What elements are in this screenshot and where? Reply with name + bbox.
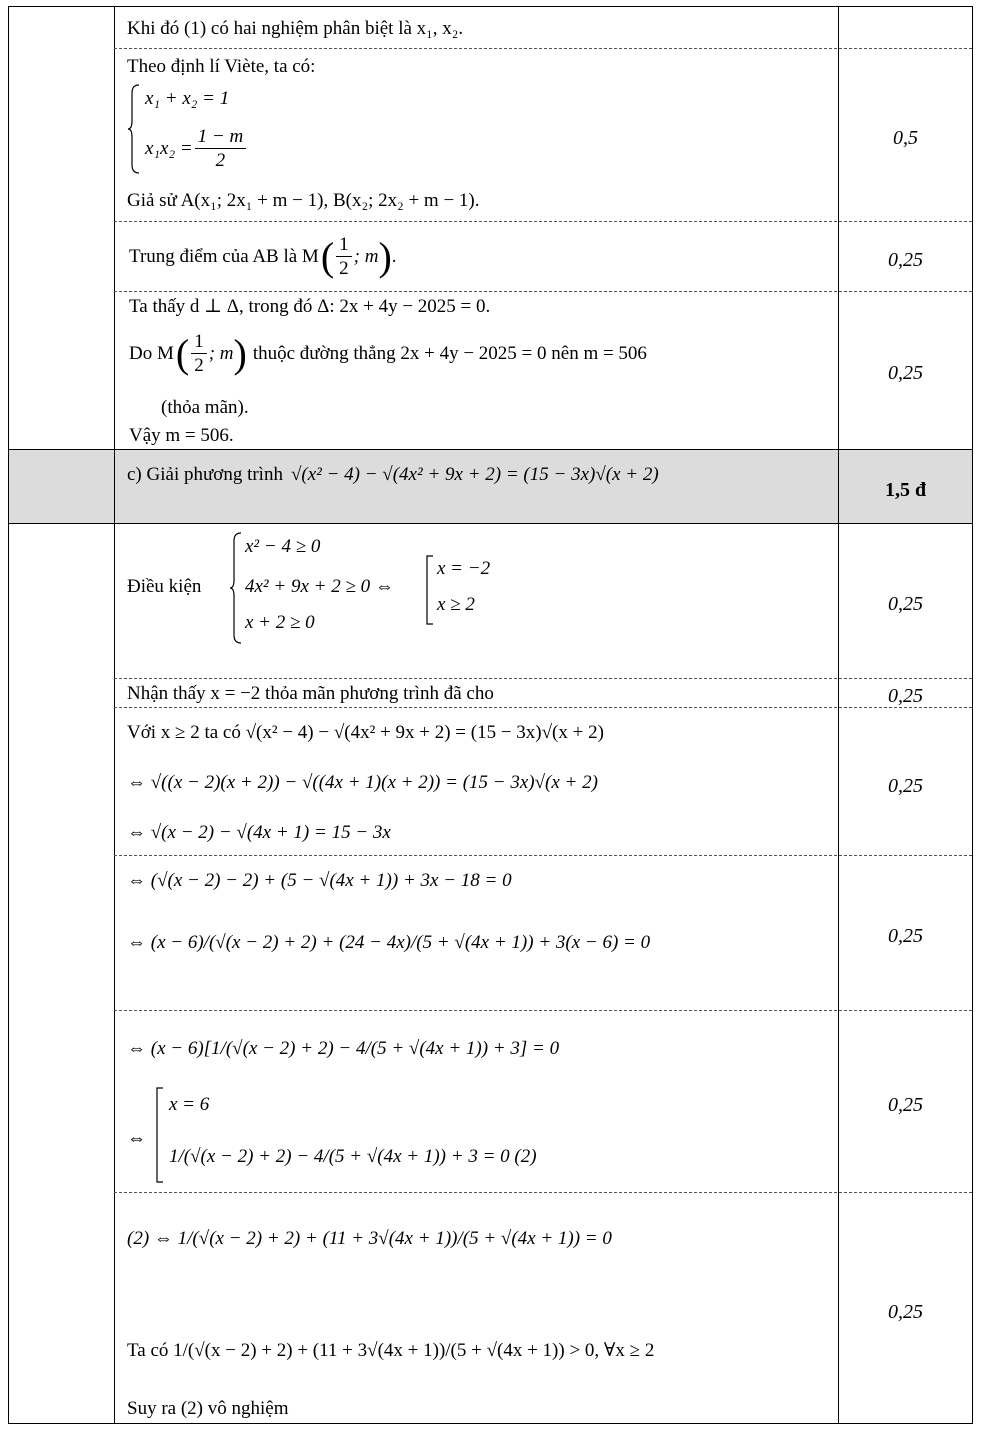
equivalence-step: ⇔ (x − 6)[1/(√(x − 2) + 2) − 4/(5 + √(4x + 1)) + 3] = 0 bbox=[127, 1038, 560, 1059]
viete-product-lhs: x₁x₂ = bbox=[145, 138, 193, 159]
condition-result-1: x = −2 bbox=[437, 558, 491, 579]
case-solution: x = 6 bbox=[169, 1094, 210, 1115]
score: 0,25 bbox=[888, 1301, 923, 1323]
column-divider bbox=[114, 7, 115, 1423]
paren: ( bbox=[175, 330, 190, 376]
row-text: Khi đó (1) có hai nghiệm phân biệt là x₁, x₂. bbox=[127, 18, 464, 39]
row-text: thuộc đường thẳng 2x + 4y − 2025 = 0 nên m = 506 bbox=[252, 343, 647, 364]
score: 0,25 bbox=[888, 925, 923, 947]
equivalence-step: ⇔ √((x − 2)(x + 2)) − √((4x + 1)(x + 2)) = (15 − 3x)√(x + 2) bbox=[127, 772, 598, 793]
row-text: Ta thấy d ⊥ Δ, trong đó Δ: 2x + 4y − 2025 = 0. bbox=[129, 296, 491, 317]
row-text: Vậy m = 506. bbox=[129, 425, 234, 446]
equivalence-step: ⇔ √(x − 2) − √(4x + 1) = 15 − 3x bbox=[127, 822, 391, 843]
row-text: Điều kiện bbox=[127, 576, 202, 597]
condition-3: x + 2 ≥ 0 bbox=[245, 612, 315, 633]
midpoint-y: ; m bbox=[208, 343, 234, 364]
viete-sum: x₁ + x₂ = 1 bbox=[145, 88, 230, 109]
row-divider bbox=[114, 291, 972, 292]
paren: ( bbox=[320, 233, 335, 279]
score: 0,25 bbox=[888, 362, 923, 384]
condition-1: x² − 4 ≥ 0 bbox=[245, 536, 321, 557]
left-bracket-icon bbox=[425, 555, 435, 625]
row-text: Giả sử A(x₁; 2x₁ + m − 1), B(x₂; 2x₂ + m − 1). bbox=[127, 190, 480, 211]
score: 0,25 bbox=[888, 249, 923, 271]
section-divider bbox=[9, 523, 972, 524]
row-divider bbox=[114, 1192, 972, 1193]
section-divider bbox=[9, 449, 972, 450]
row-divider bbox=[114, 48, 972, 49]
midpoint-x-fraction: $\frac{1}{2}$ bbox=[191, 332, 207, 375]
numerator: 1 − m bbox=[195, 127, 247, 149]
left-brace-icon bbox=[229, 531, 243, 645]
row-text: Do M bbox=[129, 343, 174, 364]
row-text: Ta có 1/(√(x − 2) + 2) + (11 + 3√(4x + 1))/(5 + √(4x + 1)) > 0, ∀x ≥ 2 bbox=[127, 1340, 655, 1361]
row-text: Trung điểm của AB là M bbox=[129, 246, 319, 267]
row-text: Suy ra (2) vô nghiệm bbox=[127, 1398, 289, 1419]
row-divider bbox=[114, 221, 972, 222]
equivalence-step: ⇔ (x − 6)/(√(x − 2) + 2) + (24 − 4x)/(5 + √(4x + 1)) + 3(x − 6) = 0 bbox=[127, 932, 651, 953]
score: 0,25 bbox=[888, 775, 923, 797]
row-divider bbox=[114, 678, 972, 679]
score: 0,5 bbox=[893, 127, 918, 149]
viete-product-fraction bbox=[195, 127, 247, 170]
part-c-equation: √(x² − 4) − √(4x² + 9x + 2) = (15 − 3x)√(x + 2) bbox=[290, 464, 659, 485]
section-score: 1,5 đ bbox=[884, 479, 927, 501]
row-text: (thỏa mãn). bbox=[161, 397, 249, 418]
equivalence-step: ⇔ (√(x − 2) − 2) + (5 − √(4x + 1)) + 3x − 18 = 0 bbox=[127, 870, 512, 891]
column-divider bbox=[838, 7, 839, 1423]
row-divider bbox=[114, 855, 972, 856]
row-divider bbox=[114, 1010, 972, 1011]
row-text: Theo định lí Viète, ta có: bbox=[127, 56, 316, 77]
part-c-header-shade bbox=[9, 449, 972, 523]
score: 0,25 bbox=[888, 593, 923, 615]
midpoint-y: ; m bbox=[353, 246, 379, 267]
answer-table: Khi đó (1) có hai nghiệm phân biệt là x₁, x₂. Theo định lí Viète, ta có: x₁ + x₂ = 1 x₁x₂ = $\frac{1 - m}{2}$ Giả sử A(x₁; 2x₁ + m − 1), B(x₂; 2x₂ + m − 1). 0,5 Trung điểm của AB là M ( $\frac{1}{2}$ ; m ) . 0,25 Ta thấy d ⊥ Δ, trong đó Δ: 2x + 4y − 2025 = 0. Do M ( $\frac{1}{2}$ ; m ) thuộc đường thẳng 2x + 4y − 2025 = 0 nên m = 506 (thỏa mãn). Vậy m = 506. 0,25 c) Giải phương trình √(x² − 4) − √(4x² + 9x + 2) = (15 − 3x)√(x + 2) 1,5 đ Điều kiện x² − 4 ≥ 0 4x² + 9x + 2 ≥ 0 ⇔ x + 2 ≥ 0 x = −2 x ≥ 2 0,25 Nhận thấy x = −2 thỏa mãn phương trình đã cho 0,25 Với x ≥ 2 ta có √(x² − 4) − √(4x² + 9x + 2) = (15 − 3x)√(x + 2) ⇔ √((x − 2)(x + 2)) − √((4x + 1)(x + 2)) = (15 − 3x)√(x + 2) ⇔ √(x − 2) − √(4x + 1) = 15 − 3x 0,25 ⇔ (√(x − 2) − 2) + (5 − √(4x + 1)) + 3x − 18 = 0 ⇔ (x − 6)/(√(x − 2) + 2) + (24 − 4x)/(5 + √(4x + 1)) + 3(x − 6) = 0 0,25 ⇔ (x − 6)[1/(√(x − 2) + 2) − 4/(5 + √(4x + 1)) + 3] = 0 ⇔ x = 6 1/(√(x − 2) + 2) − 4/(5 + √(4x + 1)) + 3 = 0 (2) 0,25 (2) ⇔ 1/(√(x − 2) + 2) + (11 + 3√(4x + 1))/(5 + √(4x + 1)) = 0 Ta có 1/(√(x − 2) + 2) + (11 + 3√(4x + 1))/(5 + √(4x + 1)) > 0, ∀x ≥ 2 Suy ra (2) vô nghiệm 0,25 bbox=[8, 6, 973, 1424]
paren: ) bbox=[378, 233, 392, 279]
midpoint-x-fraction: $\frac{1}{2}$ bbox=[336, 235, 352, 278]
case-equation: 1/(√(x − 2) + 2) − 4/(5 + √(4x + 1)) + 3 = 0 (2) bbox=[169, 1146, 537, 1167]
score: 0,25 bbox=[888, 685, 923, 707]
row-text: Với x ≥ 2 ta có √(x² − 4) − √(4x² + 9x + 2) = (15 − 3x)√(x + 2) bbox=[127, 722, 604, 743]
part-c-title: c) Giải phương trình bbox=[127, 464, 283, 485]
left-brace-icon bbox=[127, 83, 141, 175]
equivalence-symbol: ⇔ bbox=[127, 1128, 146, 1149]
equation-2: (2) ⇔ 1/(√(x − 2) + 2) + (11 + 3√(4x + 1))/(5 + √(4x + 1)) = 0 bbox=[127, 1228, 612, 1249]
denominator: 2 bbox=[215, 150, 226, 171]
paren: ) bbox=[233, 330, 247, 376]
score: 0,25 bbox=[888, 1094, 923, 1116]
condition-2: 4x² + 9x + 2 ≥ 0 ⇔ bbox=[245, 576, 394, 597]
left-bracket-icon bbox=[155, 1087, 165, 1183]
row-text: Nhận thấy x = −2 thỏa mãn phương trình đã cho bbox=[127, 683, 494, 704]
condition-result-2: x ≥ 2 bbox=[437, 594, 475, 615]
